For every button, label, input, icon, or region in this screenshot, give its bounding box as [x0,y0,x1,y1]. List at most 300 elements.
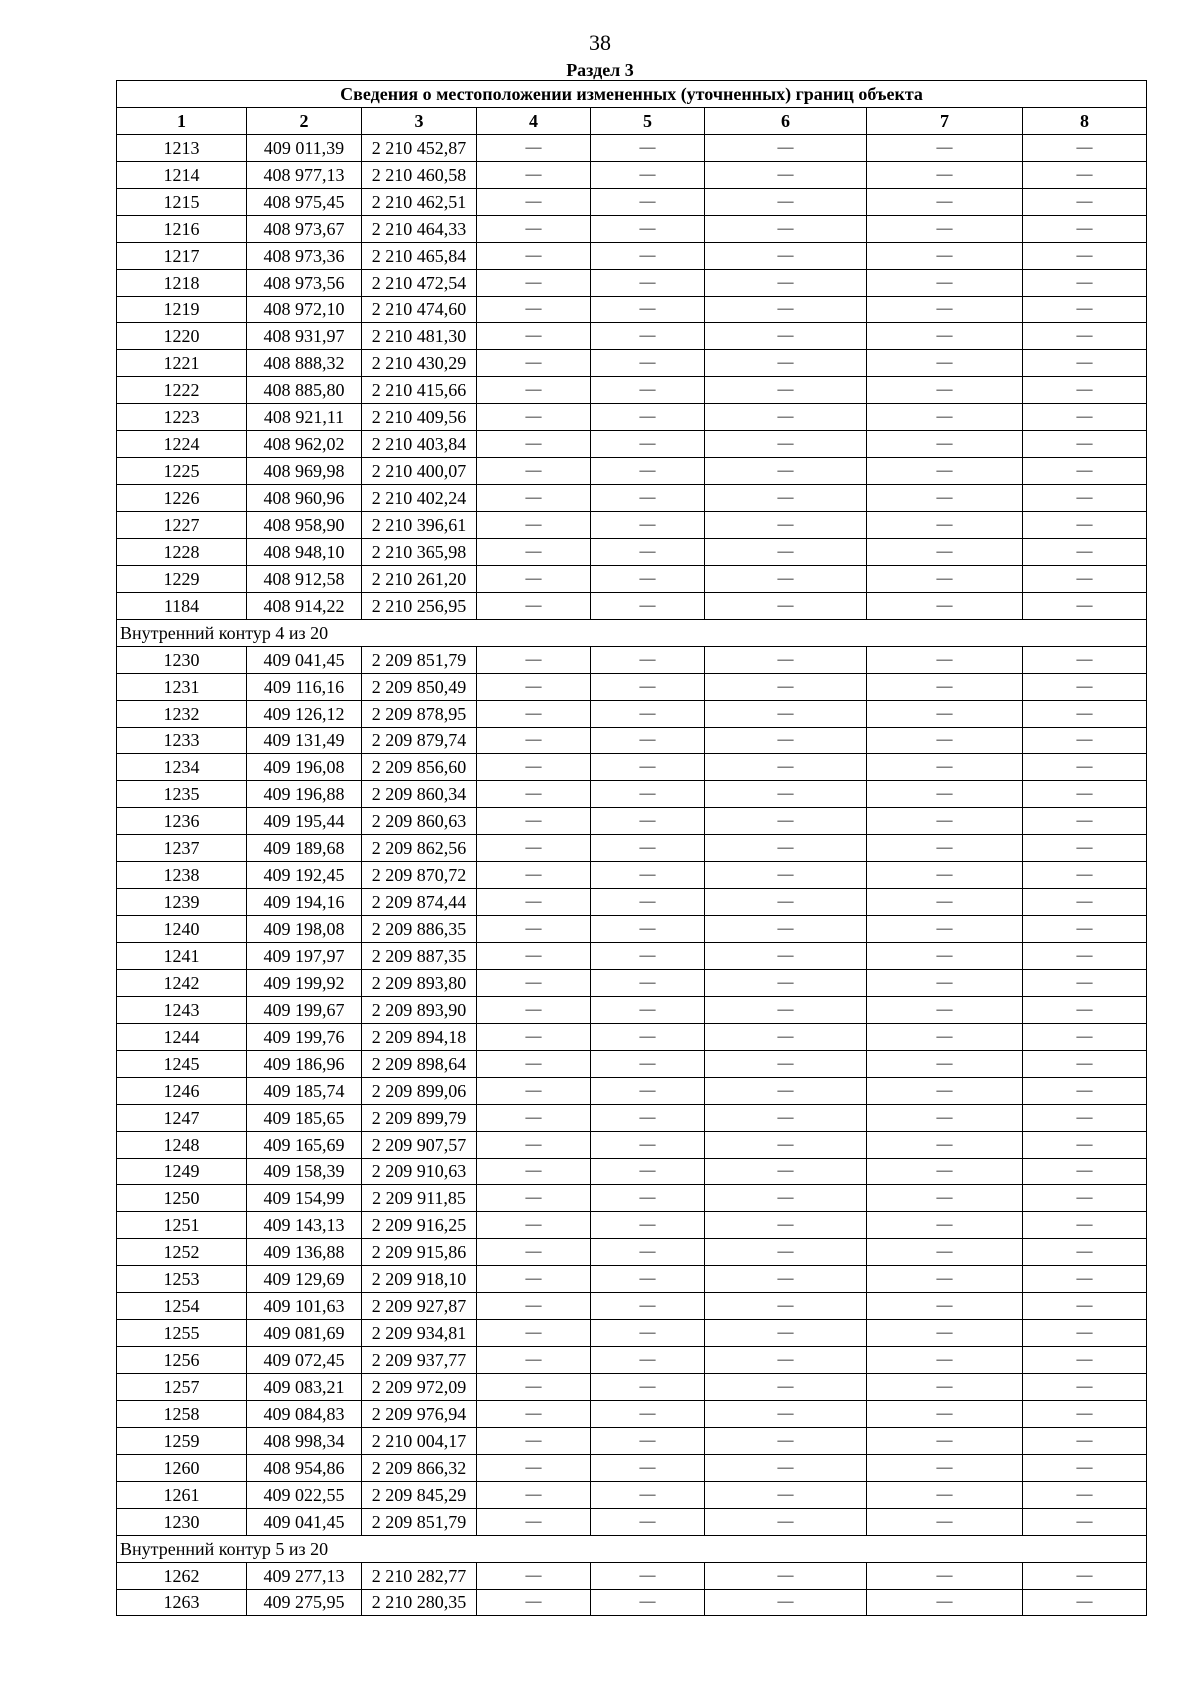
empty-value-dash: — [867,1131,1023,1158]
coordinate-x: 409 194,16 [247,889,362,916]
empty-value-dash: — [1023,323,1147,350]
coordinate-y: 2 209 893,90 [362,996,477,1023]
table-row [117,808,1147,835]
table-row [117,1562,1147,1589]
empty-value-dash: — [591,1400,705,1427]
section-title: Раздел 3 [566,60,634,80]
coordinate-y: 2 210 462,51 [362,188,477,215]
contour-row [117,619,1147,646]
coordinate-x: 408 969,98 [247,458,362,485]
empty-value-dash: — [1023,350,1147,377]
point-number: 1215 [117,188,247,215]
coordinate-x: 409 101,63 [247,1293,362,1320]
empty-value-dash: — [591,1158,705,1185]
empty-value-dash: — [1023,862,1147,889]
empty-value-dash: — [591,700,705,727]
empty-value-dash: — [705,673,867,700]
empty-value-dash: — [867,592,1023,619]
table-row [117,727,1147,754]
empty-value-dash: — [591,215,705,242]
empty-value-dash: — [1023,1562,1147,1589]
point-number: 1244 [117,1023,247,1050]
empty-value-dash: — [705,1508,867,1535]
coordinate-x: 409 185,74 [247,1077,362,1104]
empty-value-dash: — [477,754,591,781]
empty-value-dash: — [705,538,867,565]
column-header: 3 [362,107,477,134]
empty-value-dash: — [477,1266,591,1293]
point-number: 1261 [117,1481,247,1508]
point-number: 1184 [117,592,247,619]
point-number: 1253 [117,1266,247,1293]
table-row [117,1131,1147,1158]
empty-value-dash: — [477,1508,591,1535]
empty-value-dash: — [867,404,1023,431]
empty-value-dash: — [477,1400,591,1427]
empty-value-dash: — [477,1050,591,1077]
empty-value-dash: — [477,1293,591,1320]
table-row [117,1293,1147,1320]
coordinate-y: 2 210 481,30 [362,323,477,350]
empty-value-dash: — [477,835,591,862]
empty-value-dash: — [477,1481,591,1508]
empty-value-dash: — [867,431,1023,458]
empty-value-dash: — [705,1293,867,1320]
empty-value-dash: — [867,1589,1023,1616]
empty-value-dash: — [705,1427,867,1454]
coordinate-x: 408 958,90 [247,512,362,539]
table-body [117,134,1147,1616]
empty-value-dash: — [1023,1158,1147,1185]
empty-value-dash: — [477,943,591,970]
coordinate-y: 2 210 261,20 [362,565,477,592]
coordinate-x: 408 954,86 [247,1454,362,1481]
point-number: 1241 [117,943,247,970]
table-row [117,1400,1147,1427]
point-number: 1220 [117,323,247,350]
empty-value-dash: — [1023,1293,1147,1320]
point-number: 1222 [117,377,247,404]
coordinate-x: 409 083,21 [247,1374,362,1401]
table-row [117,242,1147,269]
coordinate-x: 409 022,55 [247,1481,362,1508]
empty-value-dash: — [867,188,1023,215]
empty-value-dash: — [591,727,705,754]
empty-value-dash: — [1023,458,1147,485]
empty-value-dash: — [705,1050,867,1077]
empty-value-dash: — [591,1131,705,1158]
table-row [117,565,1147,592]
coordinate-y: 2 209 850,49 [362,673,477,700]
point-number: 1249 [117,1158,247,1185]
empty-value-dash: — [477,350,591,377]
empty-value-dash: — [1023,996,1147,1023]
empty-value-dash: — [477,538,591,565]
point-number: 1246 [117,1077,247,1104]
empty-value-dash: — [705,512,867,539]
coordinate-x: 409 084,83 [247,1400,362,1427]
empty-value-dash: — [1023,916,1147,943]
point-number: 1259 [117,1427,247,1454]
table-row [117,1427,1147,1454]
empty-value-dash: — [477,1185,591,1212]
empty-value-dash: — [867,916,1023,943]
point-number: 1223 [117,404,247,431]
empty-value-dash: — [705,1158,867,1185]
empty-value-dash: — [591,835,705,862]
coordinate-y: 2 209 851,79 [362,646,477,673]
empty-value-dash: — [591,1374,705,1401]
empty-value-dash: — [591,754,705,781]
empty-value-dash: — [705,1562,867,1589]
coordinate-x: 409 154,99 [247,1185,362,1212]
empty-value-dash: — [867,673,1023,700]
coordinate-y: 2 209 976,94 [362,1400,477,1427]
empty-value-dash: — [1023,889,1147,916]
coordinate-y: 2 210 464,33 [362,215,477,242]
empty-value-dash: — [591,404,705,431]
coordinate-y: 2 209 910,63 [362,1158,477,1185]
empty-value-dash: — [477,889,591,916]
empty-value-dash: — [591,1104,705,1131]
table-row [117,1023,1147,1050]
empty-value-dash: — [477,673,591,700]
empty-value-dash: — [867,512,1023,539]
empty-value-dash: — [1023,215,1147,242]
coordinate-x: 408 912,58 [247,565,362,592]
empty-value-dash: — [867,1320,1023,1347]
empty-value-dash: — [1023,431,1147,458]
empty-value-dash: — [591,1347,705,1374]
point-number: 1219 [117,296,247,323]
coordinate-y: 2 209 894,18 [362,1023,477,1050]
empty-value-dash: — [1023,1077,1147,1104]
coordinate-x: 408 973,67 [247,215,362,242]
point-number: 1260 [117,1454,247,1481]
empty-value-dash: — [1023,188,1147,215]
table-row [117,700,1147,727]
table-row [117,323,1147,350]
empty-value-dash: — [477,592,591,619]
empty-value-dash: — [477,700,591,727]
empty-value-dash: — [1023,296,1147,323]
column-header-row [117,107,1147,134]
point-number: 1247 [117,1104,247,1131]
coordinate-y: 2 210 403,84 [362,431,477,458]
coordinate-y: 2 209 898,64 [362,1050,477,1077]
coordinate-x: 409 275,95 [247,1589,362,1616]
empty-value-dash: — [477,565,591,592]
empty-value-dash: — [591,1320,705,1347]
coordinate-y: 2 209 860,34 [362,781,477,808]
empty-value-dash: — [477,188,591,215]
empty-value-dash: — [1023,1050,1147,1077]
empty-value-dash: — [705,1481,867,1508]
empty-value-dash: — [1023,969,1147,996]
table-row [117,1077,1147,1104]
empty-value-dash: — [867,943,1023,970]
empty-value-dash: — [591,1023,705,1050]
empty-value-dash: — [705,1400,867,1427]
empty-value-dash: — [705,1454,867,1481]
empty-value-dash: — [477,727,591,754]
empty-value-dash: — [1023,673,1147,700]
table-row [117,673,1147,700]
empty-value-dash: — [477,1239,591,1266]
empty-value-dash: — [867,754,1023,781]
empty-value-dash: — [867,1481,1023,1508]
empty-value-dash: — [867,1347,1023,1374]
empty-value-dash: — [1023,485,1147,512]
empty-value-dash: — [705,161,867,188]
empty-value-dash: — [477,458,591,485]
empty-value-dash: — [867,215,1023,242]
point-number: 1242 [117,969,247,996]
point-number: 1237 [117,835,247,862]
table-row [117,996,1147,1023]
coordinate-y: 2 209 899,79 [362,1104,477,1131]
table-row [117,538,1147,565]
table-row [117,1374,1147,1401]
coordinate-y: 2 209 907,57 [362,1131,477,1158]
coordinate-x: 409 186,96 [247,1050,362,1077]
table-row [117,404,1147,431]
empty-value-dash: — [591,996,705,1023]
empty-value-dash: — [867,1239,1023,1266]
empty-value-dash: — [591,1239,705,1266]
point-number: 1221 [117,350,247,377]
empty-value-dash: — [705,1239,867,1266]
coordinate-x: 409 116,16 [247,673,362,700]
point-number: 1240 [117,916,247,943]
point-number: 1252 [117,1239,247,1266]
empty-value-dash: — [1023,1212,1147,1239]
coordinate-x: 408 948,10 [247,538,362,565]
empty-value-dash: — [591,565,705,592]
point-number: 1256 [117,1347,247,1374]
table-row [117,377,1147,404]
empty-value-dash: — [477,996,591,1023]
empty-value-dash: — [1023,1454,1147,1481]
table-row [117,1050,1147,1077]
empty-value-dash: — [705,862,867,889]
empty-value-dash: — [477,161,591,188]
coordinate-y: 2 209 893,80 [362,969,477,996]
coordinate-x: 408 931,97 [247,323,362,350]
empty-value-dash: — [591,592,705,619]
empty-value-dash: — [867,808,1023,835]
empty-value-dash: — [705,1320,867,1347]
table-row [117,512,1147,539]
point-number: 1254 [117,1293,247,1320]
empty-value-dash: — [867,565,1023,592]
empty-value-dash: — [477,512,591,539]
coordinate-y: 2 210 396,61 [362,512,477,539]
empty-value-dash: — [1023,1427,1147,1454]
empty-value-dash: — [1023,1347,1147,1374]
point-number: 1231 [117,673,247,700]
empty-value-dash: — [477,1077,591,1104]
coordinate-x: 408 998,34 [247,1427,362,1454]
coordinate-x: 409 041,45 [247,1508,362,1535]
table-row [117,835,1147,862]
empty-value-dash: — [591,1427,705,1454]
coordinate-x: 409 131,49 [247,727,362,754]
coordinate-x: 409 197,97 [247,943,362,970]
coordinate-y: 2 210 430,29 [362,350,477,377]
coordinate-y: 2 209 899,06 [362,1077,477,1104]
table-row [117,943,1147,970]
empty-value-dash: — [591,889,705,916]
empty-value-dash: — [867,1454,1023,1481]
coordinate-y: 2 210 465,84 [362,242,477,269]
empty-value-dash: — [1023,1266,1147,1293]
coordinate-x: 409 277,13 [247,1562,362,1589]
empty-value-dash: — [477,269,591,296]
point-number: 1235 [117,781,247,808]
empty-value-dash: — [867,646,1023,673]
empty-value-dash: — [867,889,1023,916]
empty-value-dash: — [705,835,867,862]
empty-value-dash: — [1023,269,1147,296]
empty-value-dash: — [705,1347,867,1374]
empty-value-dash: — [705,242,867,269]
empty-value-dash: — [591,512,705,539]
empty-value-dash: — [591,1077,705,1104]
empty-value-dash: — [867,1427,1023,1454]
point-number: 1258 [117,1400,247,1427]
empty-value-dash: — [1023,377,1147,404]
empty-value-dash: — [867,1562,1023,1589]
empty-value-dash: — [705,1077,867,1104]
empty-value-dash: — [867,835,1023,862]
empty-value-dash: — [705,1266,867,1293]
table-row [117,1158,1147,1185]
coordinate-y: 2 210 256,95 [362,592,477,619]
empty-value-dash: — [591,1562,705,1589]
empty-value-dash: — [591,862,705,889]
empty-value-dash: — [1023,512,1147,539]
coordinate-x: 408 960,96 [247,485,362,512]
coordinate-y: 2 209 887,35 [362,943,477,970]
empty-value-dash: — [705,1374,867,1401]
coordinate-x: 409 072,45 [247,1347,362,1374]
column-header: 6 [705,107,867,134]
coordinate-y: 2 210 282,77 [362,1562,477,1589]
table-row [117,1104,1147,1131]
empty-value-dash: — [1023,700,1147,727]
coordinate-x: 408 973,56 [247,269,362,296]
empty-value-dash: — [867,458,1023,485]
coordinate-x: 408 962,02 [247,431,362,458]
empty-value-dash: — [591,1293,705,1320]
empty-value-dash: — [867,296,1023,323]
empty-value-dash: — [867,1185,1023,1212]
empty-value-dash: — [705,889,867,916]
empty-value-dash: — [867,134,1023,161]
empty-value-dash: — [591,269,705,296]
coordinate-x: 409 158,39 [247,1158,362,1185]
empty-value-dash: — [705,916,867,943]
coordinate-y: 2 210 365,98 [362,538,477,565]
table-row [117,215,1147,242]
point-number: 1250 [117,1185,247,1212]
empty-value-dash: — [1023,1589,1147,1616]
coordinate-x: 409 129,69 [247,1266,362,1293]
point-number: 1230 [117,1508,247,1535]
empty-value-dash: — [477,1347,591,1374]
point-number: 1243 [117,996,247,1023]
empty-value-dash: — [591,1212,705,1239]
empty-value-dash: — [867,1266,1023,1293]
coordinate-y: 2 209 915,86 [362,1239,477,1266]
coordinate-x: 409 041,45 [247,646,362,673]
table-row [117,1589,1147,1616]
empty-value-dash: — [705,1131,867,1158]
coordinate-y: 2 210 452,87 [362,134,477,161]
empty-value-dash: — [1023,943,1147,970]
coordinate-x: 409 011,39 [247,134,362,161]
empty-value-dash: — [1023,404,1147,431]
empty-value-dash: — [477,1589,591,1616]
coordinate-y: 2 209 845,29 [362,1481,477,1508]
empty-value-dash: — [591,1454,705,1481]
empty-value-dash: — [477,1104,591,1131]
empty-value-dash: — [477,646,591,673]
empty-value-dash: — [705,269,867,296]
table-row [117,1266,1147,1293]
table-row [117,269,1147,296]
empty-value-dash: — [477,862,591,889]
coordinate-x: 409 199,67 [247,996,362,1023]
point-number: 1236 [117,808,247,835]
page-number: 38 [589,30,611,55]
point-number: 1245 [117,1050,247,1077]
empty-value-dash: — [591,673,705,700]
coordinate-x: 409 199,76 [247,1023,362,1050]
coordinate-y: 2 209 862,56 [362,835,477,862]
empty-value-dash: — [477,1023,591,1050]
empty-value-dash: — [867,161,1023,188]
column-header: 1 [117,107,247,134]
point-number: 1251 [117,1212,247,1239]
point-number: 1228 [117,538,247,565]
empty-value-dash: — [591,485,705,512]
table-row [117,296,1147,323]
table-row [117,188,1147,215]
empty-value-dash: — [591,188,705,215]
coordinate-x: 409 081,69 [247,1320,362,1347]
empty-value-dash: — [705,350,867,377]
table-row [117,862,1147,889]
empty-value-dash: — [591,538,705,565]
point-number: 1217 [117,242,247,269]
empty-value-dash: — [1023,1320,1147,1347]
empty-value-dash: — [867,969,1023,996]
table-row [117,916,1147,943]
coordinate-x: 408 973,36 [247,242,362,269]
empty-value-dash: — [705,943,867,970]
empty-value-dash: — [705,134,867,161]
empty-value-dash: — [705,1023,867,1050]
coordinate-x: 409 196,88 [247,781,362,808]
coordinate-x: 409 136,88 [247,1239,362,1266]
empty-value-dash: — [705,700,867,727]
empty-value-dash: — [867,538,1023,565]
empty-value-dash: — [477,1212,591,1239]
empty-value-dash: — [591,781,705,808]
empty-value-dash: — [477,242,591,269]
